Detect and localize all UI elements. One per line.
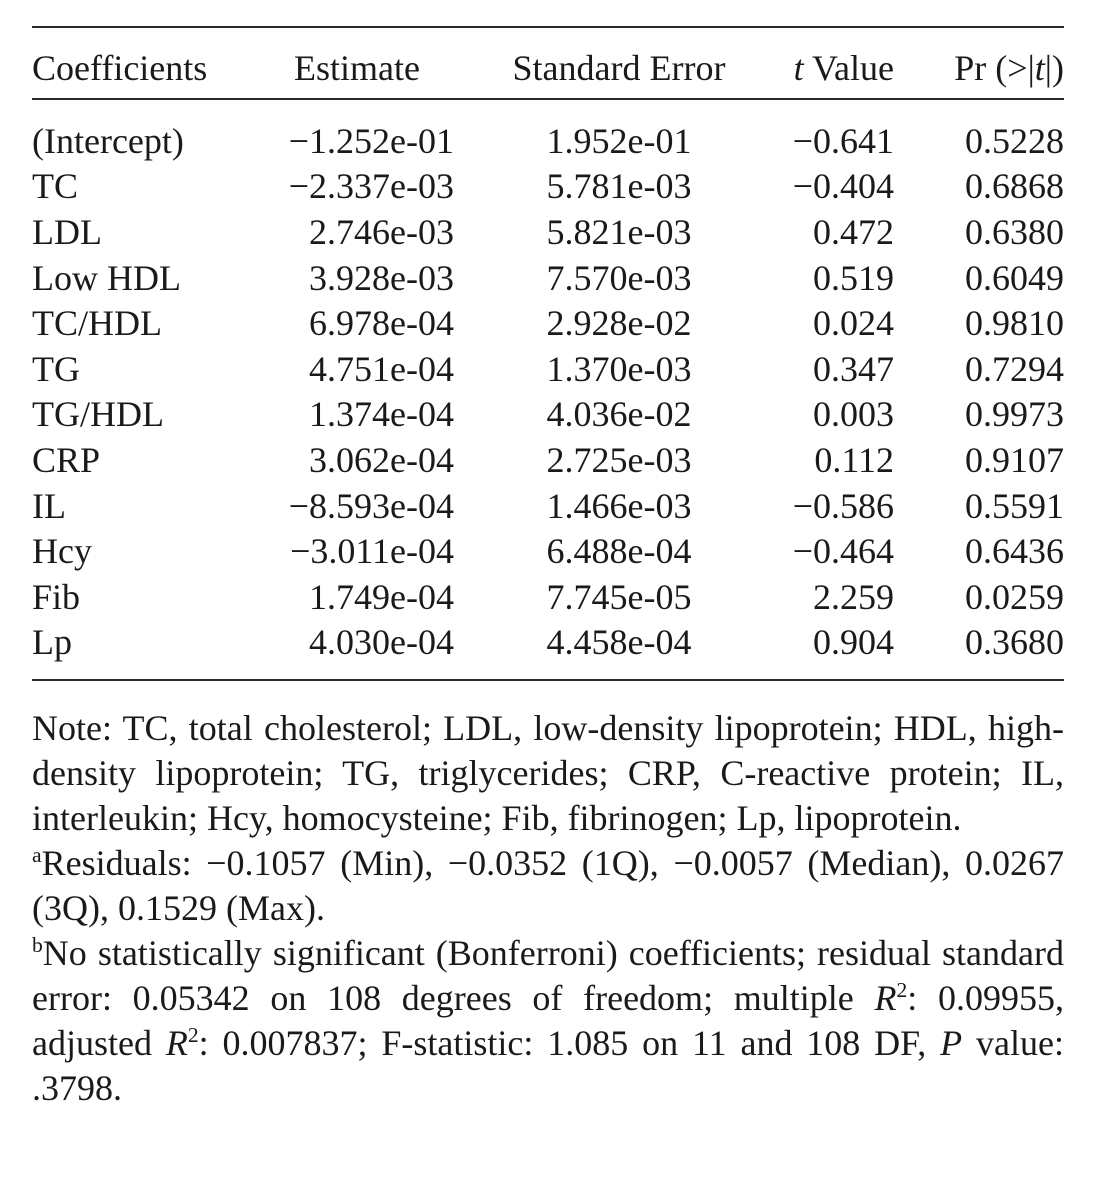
residuals-note [32, 841, 1064, 931]
cell-p-value: 0.6868 [965, 166, 1064, 207]
table-notes [32, 706, 1064, 1111]
cell-estimate: 1.374e-04 [309, 394, 454, 435]
cell-coefficient: Lp [32, 620, 260, 681]
cell-standard-error: 6.488e-04 [546, 531, 692, 572]
cell-standard-error: 7.570e-03 [546, 257, 692, 298]
cell-standard-error: 1.370e-03 [546, 348, 692, 389]
cell-estimate: 6.978e-04 [309, 303, 454, 344]
cell-estimate: 3.062e-04 [309, 439, 454, 480]
cell-coefficient: TC/HDL [32, 303, 162, 344]
header-p-prefix: Pr (>| [954, 48, 1035, 88]
cell-t-value: −0.586 [792, 485, 894, 526]
cell-p-value: 0.9107 [965, 439, 1064, 480]
cell-estimate: 3.928e-03 [309, 257, 454, 298]
cell-t-value: 0.003 [813, 394, 894, 435]
cell-p-value: 0.6380 [965, 211, 1064, 252]
cell-estimate: −8.593e-04 [288, 485, 454, 526]
cell-standard-error: 2.725e-03 [546, 439, 692, 480]
coefficients-table [32, 38, 1064, 681]
header-row [32, 38, 1064, 99]
table-page [32, 0, 1064, 1180]
footnote-mark-b: b [32, 933, 43, 957]
model-fit-text-1: No statistically significant (Bonferroni) coefficients; residual standard error: 0.05342 on 108 degrees of freedom; multiple [32, 933, 1064, 1018]
table-row [32, 99, 1064, 164]
cell-coefficient: TC [32, 166, 79, 207]
model-fit-note [32, 931, 1064, 1111]
cell-estimate: −2.337e-03 [288, 166, 454, 207]
cell-coefficient: Hcy [32, 531, 92, 572]
table-row [32, 483, 1064, 529]
table-row [32, 528, 1064, 574]
cell-coefficient: TG [32, 348, 80, 389]
table-row [32, 300, 1064, 346]
cell-t-value: 0.112 [814, 439, 894, 480]
cell-p-value: 0.5228 [965, 120, 1064, 161]
p-value-symbol: P [940, 1023, 963, 1063]
cell-standard-error: 4.036e-02 [546, 394, 692, 435]
cell-estimate: −1.252e-01 [288, 120, 454, 161]
cell-standard-error: 5.821e-03 [546, 211, 692, 252]
r-squared-symbol: R [874, 978, 897, 1018]
table-row [32, 392, 1064, 438]
cell-coefficient: Fib [32, 576, 81, 617]
top-rule [32, 26, 1064, 28]
header-coefficients: Coefficients [32, 38, 260, 99]
cell-p-value: 0.3680 [894, 620, 1064, 681]
header-p-t-symbol: t [1034, 48, 1045, 88]
model-fit-text-2: : 0.09955, adjusted [32, 978, 1064, 1063]
cell-p-value: 0.6049 [965, 257, 1064, 298]
cell-coefficient: Low HDL [32, 257, 181, 298]
cell-coefficient: IL [32, 485, 66, 526]
residuals-text: Residuals: −0.1057 (Min), −0.0352 (1Q), −0.0057 (Median), 0.0267 (3Q), 0.1529 (Max). [32, 843, 1064, 928]
header-t-symbol: t [793, 48, 804, 88]
cell-t-value: −0.464 [792, 531, 894, 572]
cell-p-value: 0.9973 [965, 394, 1064, 435]
cell-t-value: 0.024 [813, 303, 894, 344]
cell-p-value: 0.9810 [965, 303, 1064, 344]
header-standard-error: Standard Error [454, 38, 784, 99]
cell-standard-error: 1.466e-03 [546, 485, 692, 526]
table-row [32, 437, 1064, 483]
header-p-suffix: |) [1044, 48, 1064, 88]
adjusted-r-squared-symbol: R [165, 1023, 188, 1063]
abbreviation-note: Note: TC, total cholesterol; LDL, low-density lipoprotein; HDL, high-density lipoprotein; TG, triglycerides; CRP, C-reactive protein; IL, interleukin; Hcy, homocysteine; Fib, fibrinogen; Lp, lipoprotein. [32, 708, 1064, 838]
cell-standard-error: 1.952e-01 [546, 120, 692, 161]
cell-t-value: −0.404 [792, 166, 894, 207]
cell-estimate: −3.011e-04 [290, 531, 454, 572]
cell-estimate: 1.749e-04 [309, 576, 454, 617]
cell-estimate: 2.746e-03 [309, 211, 454, 252]
cell-p-value: 0.7294 [965, 348, 1064, 389]
cell-p-value: 0.5591 [965, 485, 1064, 526]
cell-p-value: 0.6436 [965, 531, 1064, 572]
cell-standard-error: 5.781e-03 [546, 166, 692, 207]
cell-t-value: 0.519 [813, 257, 894, 298]
header-t-label: Value [803, 48, 894, 88]
cell-coefficient: CRP [32, 439, 101, 480]
cell-coefficient: TG/HDL [32, 394, 164, 435]
model-fit-text-3: : 0.007837; F-statistic: 1.085 on 11 and 108 DF, [198, 1023, 941, 1063]
table-row [32, 209, 1064, 255]
cell-standard-error: 2.928e-02 [546, 303, 692, 344]
cell-standard-error: 7.745e-05 [546, 576, 692, 617]
header-p-value [894, 38, 1064, 99]
footnote-mark-a: a [32, 843, 42, 867]
header-estimate: Estimate [260, 38, 454, 99]
table-row [32, 164, 1064, 210]
cell-t-value: 2.259 [813, 576, 894, 617]
cell-coefficient: (Intercept) [32, 120, 184, 161]
table-row [32, 620, 1064, 681]
table-body [32, 99, 1064, 680]
cell-coefficient: LDL [32, 211, 102, 252]
model-fit-text-4: value: .3798. [32, 1023, 1064, 1108]
cell-estimate: 4.751e-04 [309, 348, 454, 389]
cell-standard-error: 4.458e-04 [454, 620, 784, 681]
cell-t-value: 0.472 [813, 211, 894, 252]
cell-t-value: 0.904 [784, 620, 894, 681]
cell-t-value: 0.347 [813, 348, 894, 389]
adjusted-r-squared-exponent: 2 [187, 1023, 199, 1047]
table-row [32, 346, 1064, 392]
cell-estimate: 4.030e-04 [260, 620, 454, 681]
cell-t-value: −0.641 [792, 120, 894, 161]
cell-p-value: 0.0259 [965, 576, 1064, 617]
header-t-value [784, 38, 894, 99]
table-row [32, 255, 1064, 301]
table-row [32, 574, 1064, 620]
r-squared-exponent: 2 [896, 978, 908, 1002]
